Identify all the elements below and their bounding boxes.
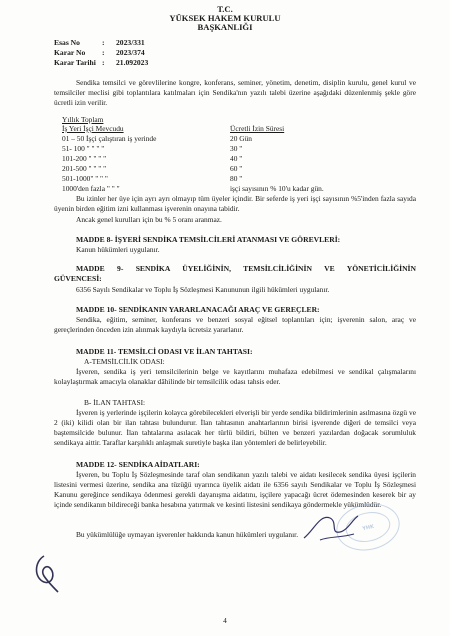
para-after-table: Bu izinler her üye için ayrı ayrı olmayıp tüm üyeler içindir. Bir seferde iş yeri işçi sayısının %5'inden fazla sayıda üyenin birden eğitim izni kullanması işverenin onayına tabidir. xyxy=(54,194,416,213)
table-col2-header: Ücretli İzin Süresi xyxy=(230,124,285,133)
meta-sep: : xyxy=(102,48,105,57)
meta-key: Karar No xyxy=(54,48,86,57)
table-row-days: 60 " xyxy=(230,164,243,173)
table-row-range: 01 – 50 İşçi çalıştıran iş yerinde xyxy=(62,134,157,143)
table-row-days: 30 " xyxy=(230,144,243,153)
article-11-body-a: İşveren, sendika iş yeri temsilcilerinin belge ve kayıtlarını muhafaza edebilmesi ve sendikal çalışmalarını kolaylaştırmak amacıyla olanaklar dâhilinde bir temsilcilik odası tahsis eder. xyxy=(54,367,416,386)
article-9-title: MADDE 9- SENDİKA ÜYELİĞİNİN, TEMSİLCİLİĞİNİN VE YÖNETİCİLİĞİNİN GÜVENCESİ: xyxy=(54,264,416,283)
signature-scribble xyxy=(300,510,360,544)
meta-value: 2023/331 xyxy=(116,38,145,47)
article-10-title: MADDE 10- SENDİKANIN YARARLANACAĞI ARAÇ VE GEREÇLER: xyxy=(76,305,320,314)
page-number: 4 xyxy=(223,616,227,625)
table-row-range: 201-500 " " " " xyxy=(62,164,107,173)
meta-sep: : xyxy=(102,58,105,67)
meta-value: 2023/374 xyxy=(116,48,145,57)
table-row-range: 51- 100 " " " " xyxy=(62,144,105,153)
meta-karar-tarihi xyxy=(54,58,148,68)
article-8-body: Kanun hükümleri uygulanır. xyxy=(76,245,160,254)
table-row-range: 1000'den fazla " " " xyxy=(62,184,120,193)
article-11-body-b: İşveren iş yerlerinde işçilerin kolayca görebilecekleri elverişli bir yerde sendika bildirimlerinin asılmasına özgü ve 2 (iki) kilidi olan bir ilan tahtası bulundurur. İlan tahtasının anahtarlarının birisi işverende diğeri de temsilci veya baştemsilcide bulunur. İlan tahtalarına asılacak her türlü bildiri, bülten ve benzeri yazılardan doğacak sorumluluk sendikaya aittir. Taraflar karşılıklı anlaşmak suretiyle başka ilan yöntemleri de belirleyebilir. xyxy=(54,408,416,447)
table-row-range: 101-200 " " " " xyxy=(62,154,107,163)
header-board: YÜKSEK HAKEM KURULU xyxy=(169,13,281,23)
article-11-sub-a: A-TEMSİLCİLİK ODASI: xyxy=(84,357,165,366)
meta-key: Esas No xyxy=(54,38,80,47)
table-row-days: işçi sayısının % 10'u kadar gün. xyxy=(230,184,324,193)
intro-paragraph: Sendika temsilci ve görevlilerine kongre, konferans, seminer, yönetim, denetim, disiplin kurulu, genel kurul ve temsilciler meclisi gibi toplantılara katılmaları için Sendika'nın yazılı talebi üzerine aşağıdaki düzenlenmiş şekle göre ücretli izin verilir. xyxy=(54,78,416,107)
table-row-range: 501-1000" " " " xyxy=(62,174,108,183)
article-11-title: MADDE 11- TEMSİLCİ ODASI VE İLAN TAHTASI: xyxy=(76,347,253,356)
right-signature xyxy=(300,510,360,544)
header-tc: T.C. xyxy=(217,4,233,14)
meta-value: 21.092023 xyxy=(116,58,149,67)
para-general-assembly: Ancak genel kurulları için bu % 5 oranı aranmaz. xyxy=(76,215,222,224)
left-signature xyxy=(30,548,70,594)
leave-table xyxy=(62,115,402,193)
article-12-last: Bu yükümlülüğe uymayan işverenler hakkında kanun hükümleri uygulanır. xyxy=(76,530,299,539)
meta-key: Karar Tarihi xyxy=(54,58,96,67)
signature-scribble xyxy=(30,548,70,594)
article-10-body: Sendika, eğitim, seminer, konferans ve benzeri sosyal eğitsel toplantıları için; işverenin salon, araç ve gereçlerinden önceden izin alınmak kaydıyla ücretsiz yararlanır. xyxy=(54,315,416,334)
meta-karar xyxy=(54,48,145,58)
article-11-sub-b: B- İLAN TAHTASI: xyxy=(84,398,146,407)
article-9-body: 6356 Sayılı Sendikalar ve Toplu İş Sözleşmesi Kanununun ilgili hükümleri uygulanır. xyxy=(76,285,330,294)
article-8-title: MADDE 8- İŞYERİ SENDİKA TEMSİLCİLERİ ATANMASI VE GÖREVLERİ: xyxy=(76,235,341,244)
svg-text:YHK: YHK xyxy=(361,523,375,533)
header-presidency: BAŞKANLIĞI xyxy=(197,22,253,32)
meta-sep: : xyxy=(102,38,105,47)
article-12-title: MADDE 12- SENDİKA AİDATLARI: xyxy=(76,460,200,469)
table-caption: Yıllık Toplam xyxy=(62,115,104,124)
table-row-days: 40 " xyxy=(230,154,243,163)
article-12-body: İşveren, bu Toplu İş Sözleşmesinde taraf olan sendikanın yazılı talebi ve aidatı kesilecek sendika üyesi işçilerin listesini vermesi üzerine, sendika ana tüzüğü uyarınca üyelik aidatı ile 6356 sayılı Sendikalar ve Toplu İş Sözleşmesi Kanunu gereğince sendikaya ödenmesi gerekli dayanışma aidatını, işçilere yapacağı ücret ödemesinden keserek bir ay içinde sendikanın bildireceği banka hesabına yatırmak ve kesinti listesini sendikaya göndermekle yükümlüdür. xyxy=(54,470,416,509)
table-row-days: 80 " xyxy=(230,174,243,183)
meta-esas xyxy=(54,38,145,48)
table-col1-header: İş Yeri İşçi Mevcudu xyxy=(62,124,124,133)
table-row-days: 20 Gün xyxy=(230,134,252,143)
